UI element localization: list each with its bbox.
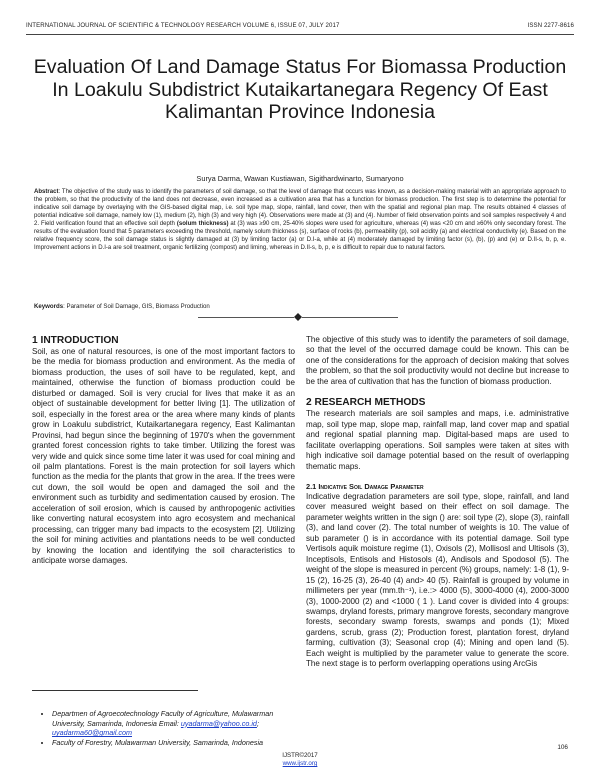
section-heading-introduction: 1 INTRODUCTION (32, 335, 119, 346)
abstract (34, 189, 566, 253)
paper-title: Evaluation Of Land Damage Status For Biomassa Production In Loakulu Subdistrict Kutaikartanegara Regency Of East Kalimantan Province Indonesia (33, 56, 567, 123)
section-heading-methods: 2 RESEARCH METHODS (306, 397, 426, 409)
issn: ISSN 2277-8616 (527, 22, 574, 29)
running-header (26, 22, 574, 29)
objective-paragraph: The objective of this study was to identify the parameters of soil damage, so that the level of the occurred damage could be known. This can be one of the considerations for the approach of decision making that solves the problem, so that the soil productivity would not decline but increase to be the area of cultivation that has the function of biomass production. (306, 335, 569, 386)
page-number: 106 (557, 744, 568, 751)
footnotes (32, 709, 295, 748)
methods-paragraph: The research materials are soil samples and maps, i.e. administrative map, soil type map, slope map, rainfall map, land cover map and spatial and regional spatial planning map. Digital-based maps are used to facilitate overlapping operations. Soil samples were taken at sites with high indicative soil damage potential based on the result of overlapping thematic maps. (306, 409, 569, 471)
footnote-affiliation-1: • Departmen of Agroecotechnology Faculty of Agriculture, Mulawarman University, Samarinda, Indonesia Email: uyadarma@yahoo.co.id; uyadarma60@gmail.com (52, 709, 295, 738)
right-column (306, 335, 569, 670)
author-list: Surya Darma, Wawan Kustiawan, Sigithardwinarto, Sumaryono (196, 174, 404, 183)
keywords-label: Keywords (34, 303, 64, 310)
copyright-code: IJSTR©2017 (282, 752, 318, 759)
abstract-label: Abstract (34, 189, 59, 195)
keywords (34, 303, 566, 310)
abstract-text-continued: at (3) was ≥90 cm, 25-40% slopes were used for agriculture, whereas (4) was <20 cm and ≥60% only secondary forest. The results of the evaluation found that 5 parameters exceeding the threshold, namely solum thickness (s), surface of rocks (b), permeability (p), soil acidity (a) and electrical conductivity (e). Based on the relative frequency score, the soil damage status is slightly damaged at (3) by limiting factor (a) or D.I-a, while at (4) moderately damaged by limiting factor (s), (b), (p) and (e) or D.II-s, b, p, e. Improvement actions in D.I-a are soil treatment, organic fertilizing (compost) and liming, whereas in D.II-s, b, p, e is difficult to repair due to natural factors. (34, 220, 567, 251)
divider-right (302, 317, 398, 318)
header-rule (26, 34, 574, 35)
abstract-bold-term: (solum thickness) (176, 220, 229, 227)
footnote-rule (32, 690, 198, 691)
email-link-2[interactable]: uyadarma60@gmail.com (52, 728, 133, 738)
footnote-affiliation-2: • Faculty of Forestry, Mulawarman University, Samarinda, Indonesia (52, 738, 295, 748)
subsection-paragraph: Indicative degradation parameters are soil type, slope, rainfall, and land cover measured weight based on their effect on soil damage. The parameter weights written in the sign () are: soil type (2), slope (3), rainfall (3), and land cover (2). The total number of weights is 10. The value of sub parameter () is in accordance with its potential damage. Soil type Vertisols aquik moisture regime (1), Oxisols (2), Mollisosl and Ultisols (3), Inceptisols, Entisols and Histosols (4), Andisols and Spodosol (5). The weight of the slope is measured in percent (%) groups, namely: 1-8 (1), 9-15 (2), 16-25 (3), 26-40 (4) and> 40 (5). Rainfall is grouped by volume in millimeters per year (mm.th⁻¹), i.e.:> 4000 (5), 3000-4000 (4), 2000-3000 (3), 1000-2000 (2) and <1000 ( 1 ). Land cover is divided into 4 groups: swamps, dryland forests, primary mangrove forests, secondary mangrove forests, secondary swamp forests, swamps and ponds (1); Mixed gardens, scrub, grass (2); Production forest, plantation forest, dryland farming, cultivation (3); Seasonal crop (4); Mining and open land (5). Each weight is multiplied by the parameter value to generate the score. The next stage is to perform overlapping operations using ArcGis (306, 491, 569, 669)
introduction-paragraph: Soil, as one of natural resources, is one of the most important factors to be the media for biomass production and environment. As the media of biomass production, the uses of soil have to be regulated, kept, and maintained, otherwise the function of biomass production could be disturbed or damaged. Soil is very crucial for lives that make it as an object of sustainable development for better living [1]. The utilization of soil, especially in the forest area or the area where many kinds of plants grow in Loakulu subdistrict, Kutaikartanegara regency, East Kalimantan Provinsi, had begun since the beginning of 1970's when the government granted forest concession rights to take timber. Utilizing the forest was very wide and quick since some time later it was used for coal mining and oil palm plantations. Forest is the main protection for soil layers which function as the media for the plants that grow in the area. If the trees were cut down, the soil would be open and damaged the soil and the environment such as turbidity and sedimentation caused by erosion. The acceleration of soil erosion, which is caused by anthropogenic activities like converting natural ecosystem into agro ecosystem and mechanical processing, can trigger many bad impacts to the ecosystem [2]. Utilizing the soil for mining activities and plantations needs to be well conducted by knowing the location and identifying the soil characteristics to anticipate worse damages. (32, 347, 296, 566)
abstract-text: : The objective of the study was to identify the parameters of soil damage, so that the level of damage that occurs was known, as a decision-making material with an appropriate approach to the problem, so that the productivity of the land does not decrease, even increased as a cultivation area that has a function for biomass production. The first step is to determine the potential for indicative soil damage by overlaying with the GIS-based digital map, i.e. soil type map, slope, rainfall, land cover, then with the spatial and regional plan map. The results obtained 4 classes of potential indicative soil damage, namely low (1), medium (2), high (3) and very high (4). Observations were made at (3) and (4). Number of field observation points and soil samples respectively 4 and 2. Field verification found that an effective soil depth (34, 189, 566, 227)
left-column (32, 335, 295, 567)
email-link-1[interactable]: uyadarma@yahoo.co.id (180, 718, 257, 728)
diamond-ornament-icon (294, 313, 302, 321)
keywords-text: : Parameter of Soil Damage, GIS, Biomass Production (63, 303, 210, 310)
page-footer (0, 752, 600, 768)
journal-name: INTERNATIONAL JOURNAL OF SCIENTIFIC & TECHNOLOGY RESEARCH VOLUME 6, ISSUE 07, JULY 2017 (26, 22, 340, 29)
subsection-heading: 2.1 Indicative Soil Damage Parameter (306, 481, 424, 491)
divider-left (198, 317, 294, 318)
website-link[interactable]: www.ijstr.org (282, 760, 318, 767)
